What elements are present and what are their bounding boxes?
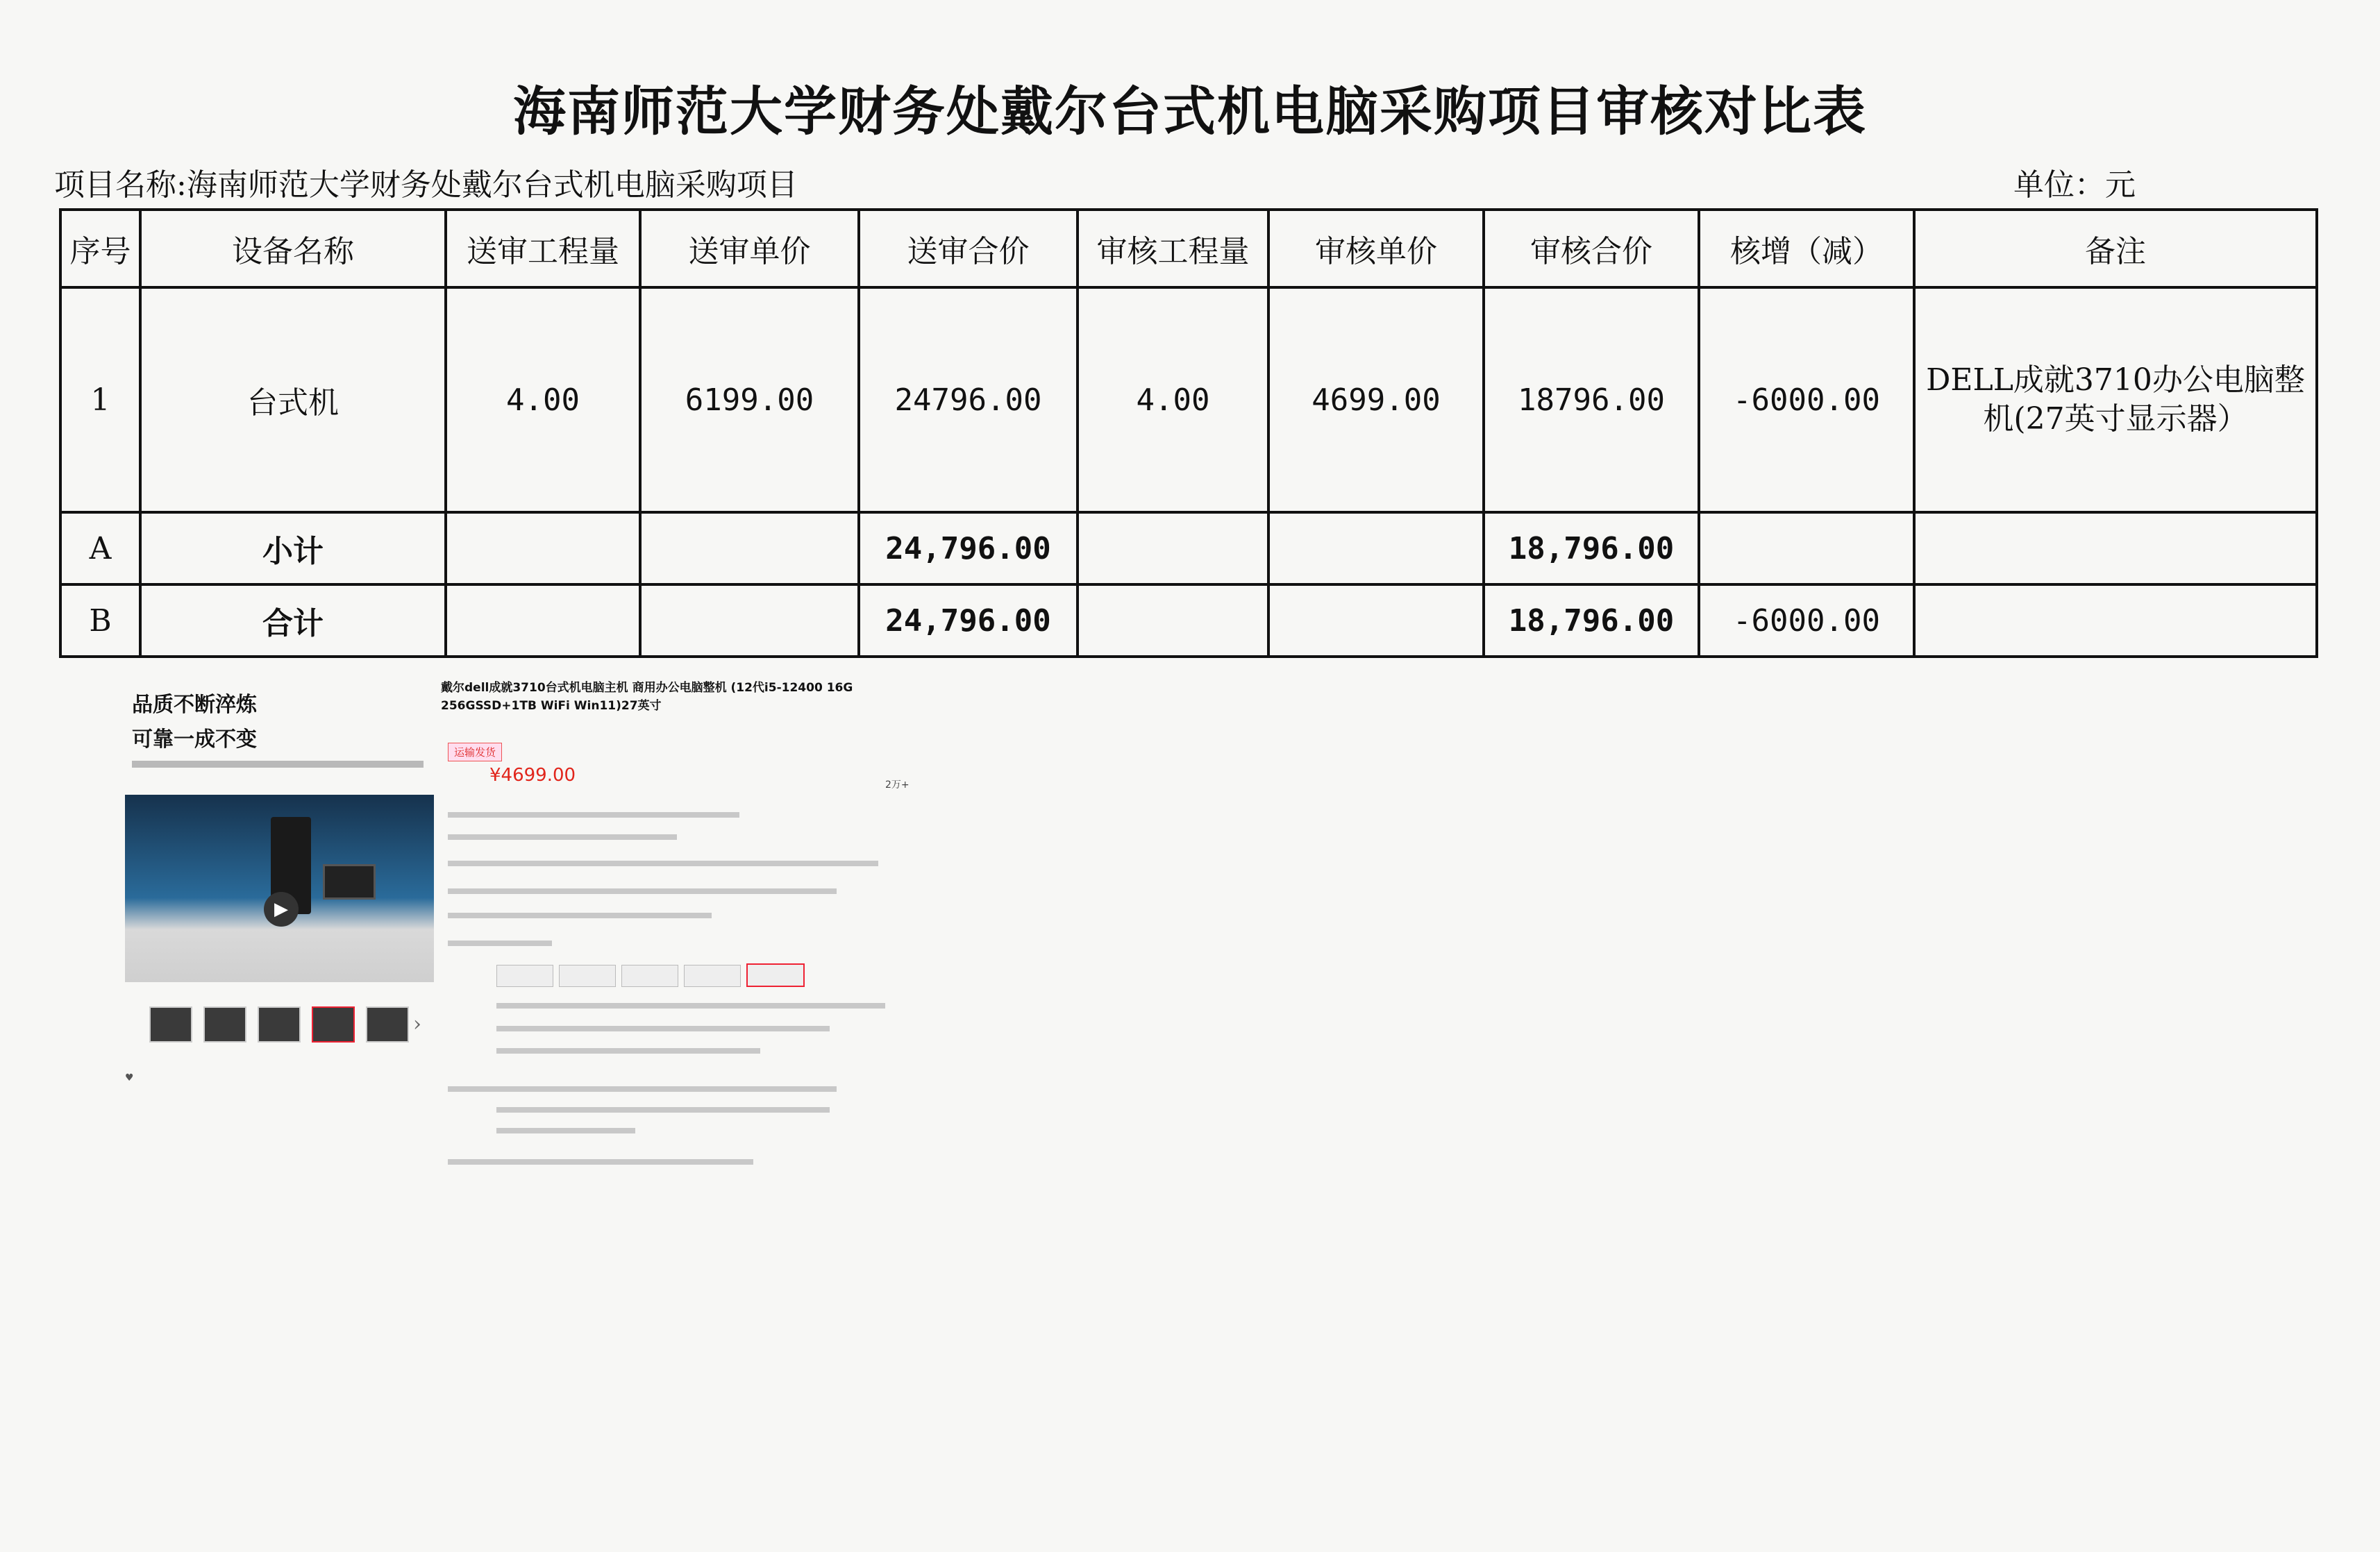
- thumbnail[interactable]: [312, 1006, 355, 1043]
- product-price: ¥4699.00: [489, 765, 576, 786]
- item-no: 1: [60, 287, 140, 512]
- header-cell: 备注: [1914, 210, 2317, 287]
- header-cell: 审核合价: [1484, 210, 1699, 287]
- total-label: 合计: [140, 584, 446, 657]
- heart-icon[interactable]: ♥: [125, 1072, 134, 1083]
- thumbnail[interactable]: [366, 1006, 409, 1043]
- shipping-badge: 运输发货: [448, 743, 502, 761]
- audited-quantity: 4.00: [1078, 287, 1268, 512]
- greeked-line: [448, 812, 739, 818]
- thumbnail[interactable]: [258, 1006, 301, 1043]
- header-cell: 送审合价: [859, 210, 1078, 287]
- submitted-quantity: 4.00: [446, 287, 640, 512]
- greeked-line: [496, 1128, 635, 1133]
- option-chip[interactable]: [496, 965, 553, 987]
- subtotal-no: A: [60, 512, 140, 584]
- audited-total: 18796.00: [1484, 287, 1699, 512]
- greeked-line: [448, 913, 712, 918]
- total-no: B: [60, 584, 140, 657]
- audited-unit-price: 4699.00: [1268, 287, 1484, 512]
- item-name: 台式机: [140, 287, 446, 512]
- thumbnail[interactable]: [203, 1006, 246, 1043]
- option-chip[interactable]: [621, 965, 678, 987]
- greeked-line: [448, 1086, 837, 1092]
- option-chip[interactable]: [559, 965, 616, 987]
- promo-subtext: [132, 761, 424, 768]
- sold-count: 2万+: [885, 779, 910, 791]
- product-photo: [125, 795, 434, 982]
- greeked-line: [448, 888, 837, 894]
- subtotal-difference: [1699, 512, 1914, 584]
- option-chip-selected[interactable]: [746, 963, 805, 987]
- remark: DELL成就3710办公电脑整机(27英寸显示器）: [1914, 287, 2317, 512]
- audit-comparison-table: [59, 208, 2318, 658]
- total-difference: -6000.00: [1699, 584, 1914, 657]
- page-title: 海南师范大学财务处戴尔台式机电脑采购项目审核对比表: [513, 81, 1867, 142]
- total-row: [60, 584, 2317, 657]
- currency-unit: 单位：元: [2013, 167, 2136, 203]
- greeked-line: [496, 1107, 830, 1113]
- greeked-line: [496, 1003, 885, 1009]
- option-chip[interactable]: [684, 965, 741, 987]
- product-title: 戴尔dell成就3710台式机电脑主机 商用办公电脑整机 (12代i5-12400 16G 256GSSD+1TB WiFi Win11)27英寸: [441, 681, 853, 713]
- header-cell: 审核单价: [1268, 210, 1484, 287]
- greeked-line: [448, 1159, 753, 1165]
- chevron-right-icon[interactable]: ›: [413, 1012, 421, 1036]
- greeked-line: [496, 1048, 760, 1054]
- subtotal-row: [60, 512, 2317, 584]
- header-cell: 审核工程量: [1078, 210, 1268, 287]
- difference: -6000.00: [1699, 287, 1914, 512]
- header-cell: 序号: [60, 210, 140, 287]
- thumbnail-strip: [149, 1006, 420, 1045]
- project-name: 项目名称:海南师范大学财务处戴尔台式机电脑采购项目: [54, 167, 798, 203]
- promo-line-2: 可靠一成不变: [132, 727, 257, 752]
- submitted-total: 24796.00: [859, 287, 1078, 512]
- monitor-image: [323, 864, 376, 900]
- subtotal-submitted-total: 24,796.00: [859, 512, 1078, 584]
- subtotal-label: 小计: [140, 512, 446, 584]
- greeked-line: [448, 834, 677, 840]
- header-cell: 送审单价: [640, 210, 859, 287]
- greeked-line: [448, 861, 878, 866]
- header-cell: 送审工程量: [446, 210, 640, 287]
- total-audited-total: 18,796.00: [1484, 584, 1699, 657]
- header-cell: 核增（减）: [1699, 210, 1914, 287]
- table-header-row: [60, 210, 2317, 287]
- promo-line-1: 品质不断淬炼: [132, 693, 257, 717]
- greeked-line: [448, 941, 552, 946]
- subtotal-audited-total: 18,796.00: [1484, 512, 1699, 584]
- submitted-unit-price: 6199.00: [640, 287, 859, 512]
- header-cell: 设备名称: [140, 210, 446, 287]
- play-icon[interactable]: ▶: [264, 892, 299, 927]
- greeked-line: [496, 1026, 830, 1031]
- table-row: [60, 287, 2317, 512]
- product-screenshot: [121, 673, 937, 1187]
- thumbnail[interactable]: [149, 1006, 192, 1043]
- total-submitted-total: 24,796.00: [859, 584, 1078, 657]
